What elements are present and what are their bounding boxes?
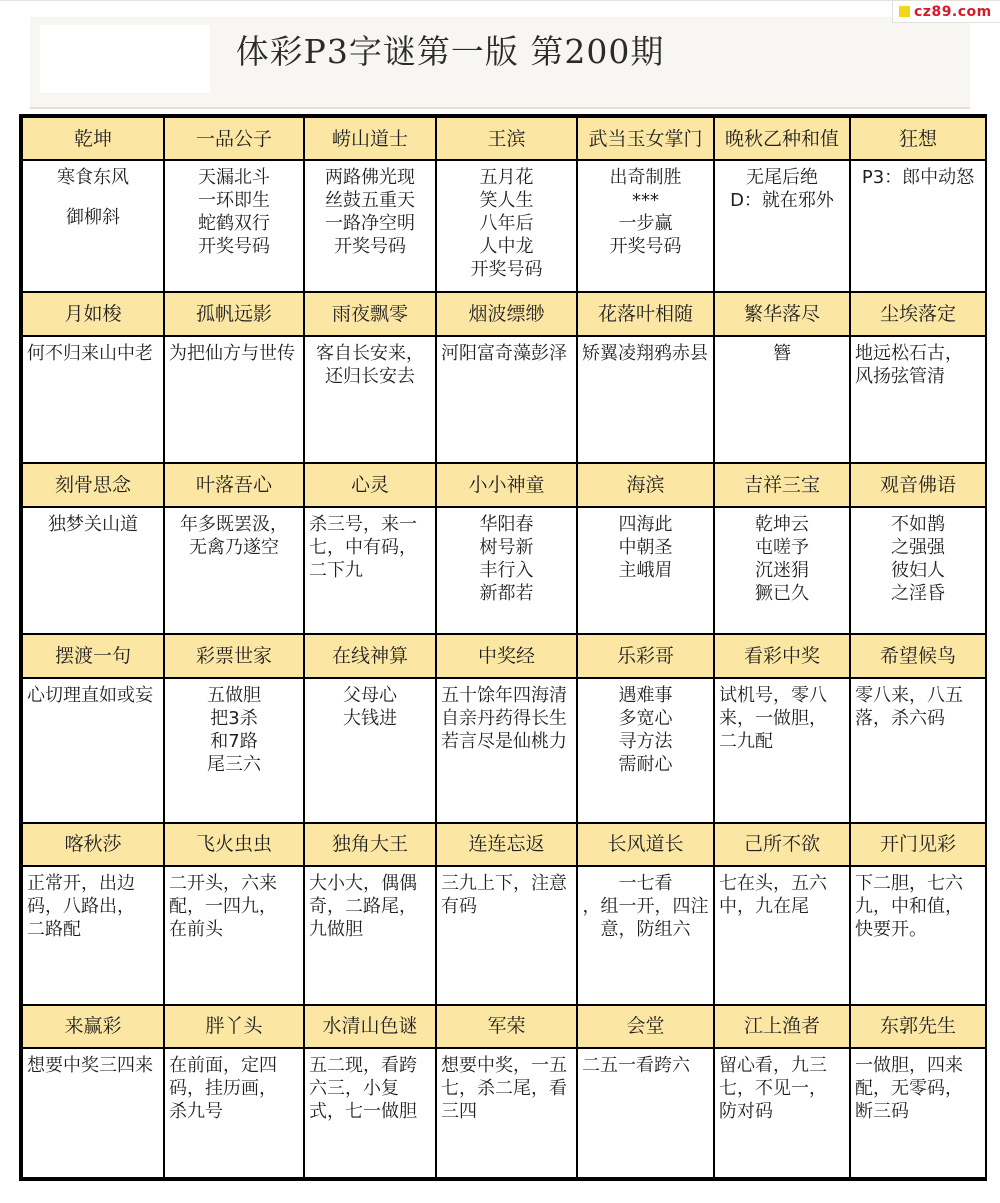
tipster-name: 胖丫头: [164, 1005, 304, 1048]
clue-line: 试机号，零八来，一做胆，: [719, 684, 827, 729]
clue-row: [22, 866, 986, 1005]
header-row: [22, 634, 986, 677]
clue-cell: [850, 1048, 986, 1178]
clue-line: D：就在邪外: [730, 190, 834, 212]
clue-cell: [22, 507, 164, 635]
tipster-name: 花落叶相随: [577, 292, 714, 335]
clue-line: 风扬弦管清: [855, 365, 945, 387]
clue-line: 一路净空明: [325, 213, 415, 235]
clue-line: 笑人生: [479, 190, 534, 212]
clue-line: 簪: [773, 342, 791, 364]
tipster-name: 海滨: [577, 463, 714, 506]
clue-line: 沉迷狷: [755, 559, 809, 581]
clue-cell: [850, 160, 986, 292]
clue-cell: [304, 1048, 436, 1178]
clue-line: ***: [632, 190, 659, 212]
clue-cell: [714, 678, 850, 823]
puzzle-table: [21, 116, 987, 1179]
clue-cell: [850, 336, 986, 464]
clue-line: 无尾后绝: [746, 167, 818, 189]
clue-cell: [164, 1048, 304, 1178]
clue-line: 心切理直如或妄: [27, 684, 153, 706]
clue-row: [22, 160, 986, 292]
clue-line: 开奖号码: [470, 259, 543, 281]
clue-line: 防对码: [719, 1101, 773, 1122]
clue-line: 御柳斜: [66, 207, 120, 229]
clue-cell: [714, 336, 850, 464]
clue-line: 地远松石古，: [855, 342, 963, 364]
clue-cell: [577, 336, 714, 464]
tipster-name: 看彩中奖: [714, 634, 850, 677]
tipster-name: 吉祥三宝: [714, 463, 850, 506]
tipster-name: 一品公子: [164, 117, 304, 160]
tipster-name: 军荣: [436, 1005, 577, 1048]
clue-line: 彼妇人: [891, 559, 945, 581]
clue-line: 多宽心: [618, 707, 673, 729]
clue-row: [22, 336, 986, 464]
watermark[interactable]: [892, 1, 1000, 23]
clue-line: 断三码: [855, 1101, 909, 1122]
clue-line: 开奖号码: [609, 236, 682, 258]
clue-cell: [850, 678, 986, 823]
tipster-name: 长风道长: [577, 823, 714, 866]
clue-cell: [304, 336, 436, 464]
clue-cell: [164, 678, 304, 823]
clue-cell: [164, 507, 304, 635]
clue-line: 和7路: [210, 730, 258, 752]
clue-cell: [436, 1048, 577, 1178]
clue-line: 大钱进: [343, 707, 397, 729]
clue-line: 一环即生: [198, 190, 270, 212]
clue-line: 想要中奖，一五七，杀二尾，看三四: [441, 1055, 567, 1122]
clue-line: 五月花: [479, 167, 534, 189]
tipster-name: 水清山色谜: [304, 1005, 436, 1048]
tipster-name: 中奖经: [436, 634, 577, 677]
clue-row: [22, 1048, 986, 1178]
clue-cell: [436, 336, 577, 464]
tipster-name: 尘埃落定: [850, 292, 986, 335]
clue-line: 独梦关山道: [48, 513, 138, 535]
clue-line: 不如鹊: [891, 513, 945, 535]
clue-line: 獗已久: [755, 582, 809, 604]
clue-line: 无禽乃遂空: [189, 536, 279, 558]
clue-line: 八年后: [479, 213, 534, 235]
tipster-name: 己所不欲: [714, 823, 850, 866]
clue-line: 年多既罢汲，: [180, 513, 288, 535]
clue-line: 开奖号码: [198, 236, 270, 258]
clue-line: 五十馀年四海清: [441, 684, 567, 706]
header-row: [22, 1005, 986, 1048]
clue-cell: [22, 1048, 164, 1178]
clue-line: 还归长安去: [325, 365, 415, 387]
clue-row: [22, 507, 986, 635]
tipster-name: 喀秋莎: [22, 823, 164, 866]
clue-line: 在前头: [169, 919, 223, 941]
clue-line: 二下九: [309, 559, 363, 581]
clue-line: 七在头，五六中，九在尾: [719, 873, 827, 918]
clue-cell: [436, 678, 577, 823]
tipster-name: 烟波缥缈: [436, 292, 577, 335]
clue-line: 尾三六: [207, 753, 261, 775]
tipster-name: 晚秋乙种和值: [714, 117, 850, 160]
clue-line: ，组一开，四注意，防组六: [582, 896, 709, 941]
clue-line: 二五一看跨六: [582, 1055, 690, 1076]
clue-line: 丰行入: [479, 559, 534, 581]
header-row: [22, 823, 986, 866]
watermark-text: cz89.com: [914, 3, 992, 20]
clue-line: 为把仙方与世传: [169, 342, 295, 364]
clue-cell: [304, 507, 436, 635]
clue-line: 一做胆，四来配，无零码，: [855, 1055, 963, 1099]
header-row: [22, 292, 986, 335]
clue-cell: [714, 507, 850, 635]
tipster-name: 崂山道士: [304, 117, 436, 160]
clue-cell: [164, 336, 304, 464]
clue-line: 寒食东风: [57, 167, 129, 189]
clue-line: 一七看: [618, 873, 673, 895]
clue-line: 大小大，偶偶奇，二路尾，: [309, 873, 417, 918]
tipster-name: 王滨: [436, 117, 577, 160]
clue-line: 出奇制胜: [609, 167, 682, 189]
watermark-square-icon: [899, 6, 910, 17]
clue-cell: [436, 866, 577, 1005]
clue-line: 四海此: [618, 513, 673, 535]
clue-line: 九做胆: [309, 919, 363, 941]
tipster-name: 乐彩哥: [577, 634, 714, 677]
clue-cell: [22, 866, 164, 1005]
tipster-name: 繁华落尽: [714, 292, 850, 335]
clue-line: 五二现，看跨六三，小复式，七一做胆: [309, 1055, 417, 1122]
clue-line: 正常开，出边码，八路出，: [27, 873, 135, 918]
clue-line: 五做胆: [207, 684, 261, 706]
clue-line: P3：郎中动怒: [861, 167, 975, 189]
clue-line: 乾坤云: [755, 513, 809, 535]
tipster-name: 观音佛语: [850, 463, 986, 506]
clue-line: 客自长安来，: [316, 342, 424, 364]
tipster-name: 彩票世家: [164, 634, 304, 677]
tipster-name: 开门见彩: [850, 823, 986, 866]
tipster-name: 连连忘返: [436, 823, 577, 866]
clue-line: 下二胆，七六九，中和值，: [855, 873, 963, 918]
clue-line: 遇难事: [618, 684, 673, 706]
clue-line: 想要中奖三四来: [27, 1055, 153, 1076]
clue-line: 之淫昏: [891, 582, 945, 604]
tipster-name: 小小神童: [436, 463, 577, 506]
page-title: 体彩P3字谜第一版 第200期: [235, 32, 665, 71]
tipster-name: 心灵: [304, 463, 436, 506]
clue-line: 丝鼓五重天: [325, 190, 415, 212]
clue-line: 新都若: [479, 582, 534, 604]
clue-cell: [577, 866, 714, 1005]
clue-line: 需耐心: [618, 753, 673, 775]
clue-line: 杀九号: [169, 1101, 223, 1122]
clue-line: 快要开。: [855, 919, 927, 941]
clue-cell: [304, 160, 436, 292]
clue-line: 二九配: [719, 730, 773, 752]
clue-cell: [436, 160, 577, 292]
tipster-name: 飞火虫虫: [164, 823, 304, 866]
clue-line: 若言尽是仙桃力: [441, 730, 567, 752]
clue-cell: [22, 160, 164, 292]
clue-cell: [22, 678, 164, 823]
tipster-name: 会堂: [577, 1005, 714, 1048]
clue-line: 把3杀: [210, 707, 258, 729]
tipster-name: 狂想: [850, 117, 986, 160]
clue-line: 在前面，定四码，挂历画，: [169, 1055, 277, 1099]
clue-line: 矫翼凌翔鸦赤县: [582, 342, 708, 364]
clue-line: 父母心: [343, 684, 397, 706]
clue-line: 屯嗟予: [755, 536, 809, 558]
clue-line: 两路佛光现: [325, 167, 415, 189]
clue-cell: [577, 1048, 714, 1178]
clue-line: 二路配: [27, 919, 81, 941]
tipster-name: 在线神算: [304, 634, 436, 677]
header-row: [22, 117, 986, 160]
clue-line: 人中龙: [479, 236, 534, 258]
tipster-name: 独角大王: [304, 823, 436, 866]
clue-line: 二开头，六来配，一四九，: [169, 873, 277, 918]
clue-cell: [304, 678, 436, 823]
clue-line: 河阳富奇藻彭泽: [441, 342, 567, 364]
clue-line: 开奖号码: [334, 236, 406, 258]
clue-line: 自亲丹药得长生: [441, 707, 567, 729]
clue-row: [22, 678, 986, 823]
clue-line: 华阳春: [479, 513, 534, 535]
clue-cell: [714, 1048, 850, 1178]
tipster-name: 摆渡一句: [22, 634, 164, 677]
tipster-name: 叶落吾心: [164, 463, 304, 506]
clue-cell: [164, 866, 304, 1005]
clue-line: 中朝圣: [618, 536, 673, 558]
clue-cell: [850, 507, 986, 635]
clue-line: 杀三号，来一七，中有码，: [309, 513, 417, 558]
tipster-name: 孤帆远影: [164, 292, 304, 335]
clue-cell: [164, 160, 304, 292]
clue-line: 天漏北斗: [198, 167, 270, 189]
clue-cell: [436, 507, 577, 635]
clue-line: 树号新: [479, 536, 534, 558]
clue-cell: [304, 866, 436, 1005]
clue-cell: [577, 507, 714, 635]
clue-line: 留心看，九三七，不见一，: [719, 1055, 827, 1099]
puzzle-grid: [19, 114, 987, 1181]
tipster-name: 乾坤: [22, 117, 164, 160]
tipster-name: 雨夜飘零: [304, 292, 436, 335]
tipster-name: 东郭先生: [850, 1005, 986, 1048]
clue-line: 蛇鹤双行: [198, 213, 270, 235]
header-blank-box: [40, 25, 210, 93]
clue-line: 三九上下，注意有码: [441, 873, 567, 918]
clue-cell: [577, 678, 714, 823]
header-row: [22, 463, 986, 506]
clue-line: 之强强: [891, 536, 945, 558]
clue-line: 寻方法: [618, 730, 673, 752]
clue-line: 零八来，八五落，杀六码: [855, 684, 963, 729]
clue-cell: [714, 160, 850, 292]
clue-line: 主峨眉: [618, 559, 673, 581]
tipster-name: 来赢彩: [22, 1005, 164, 1048]
tipster-name: 刻骨思念: [22, 463, 164, 506]
clue-line: 一步赢: [618, 213, 673, 235]
tipster-name: 江上渔者: [714, 1005, 850, 1048]
clue-line: 何不归来山中老: [27, 342, 153, 364]
clue-cell: [850, 866, 986, 1005]
clue-cell: [22, 336, 164, 464]
tipster-name: 月如梭: [22, 292, 164, 335]
tipster-name: 武当玉女掌门: [577, 117, 714, 160]
tipster-name: 希望候鸟: [850, 634, 986, 677]
clue-cell: [714, 866, 850, 1005]
clue-cell: [577, 160, 714, 292]
